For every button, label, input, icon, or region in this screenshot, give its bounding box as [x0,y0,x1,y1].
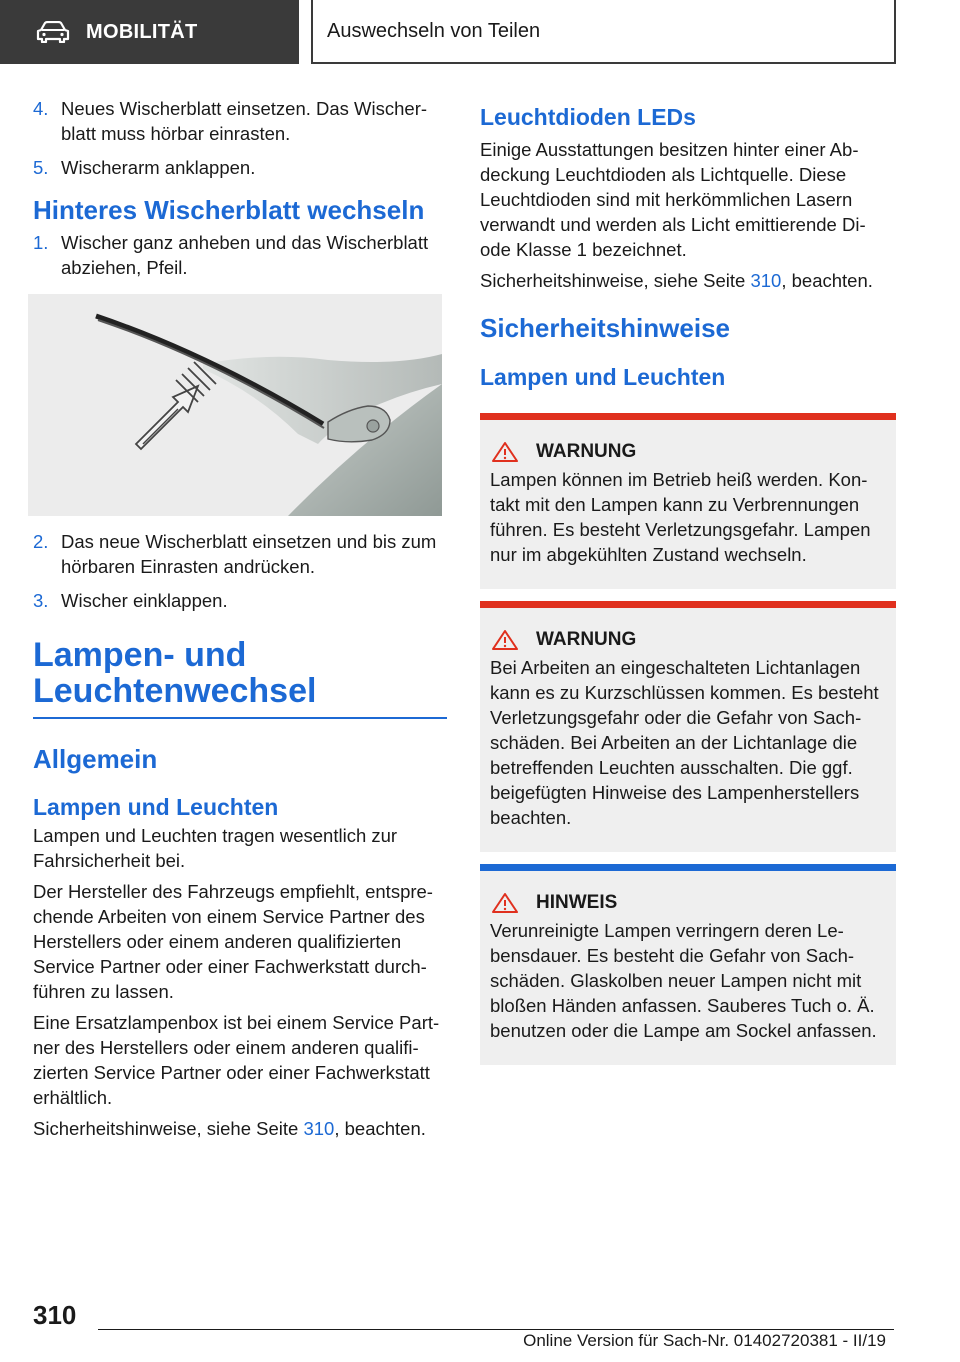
warning-box [480,413,896,589]
info-box [480,864,896,1065]
safety-text-end: , beachten. [781,270,873,291]
step-item [33,155,447,180]
chapter-heading: Lampen- und Leuchtenwechsel [33,636,317,710]
safety-reference [33,1116,447,1141]
warning-triangle-icon [491,892,519,914]
section-tab [0,0,299,64]
safety-heading: Sicherheitshinweise [480,313,730,343]
page-number: 310 [33,1300,77,1330]
chapter-title: Auswechseln von Teilen [327,19,541,42]
lamps-safety-subheading: Lampen und Leuchten [480,364,726,390]
step-number: 4. [33,98,49,119]
led-heading: Leuchtdioden LEDs [480,104,696,130]
section-label: MOBILITÄT [86,20,198,43]
step-text: Wischer einklappen. [61,590,228,611]
right-column [480,96,896,1065]
step-number: 1. [33,232,49,253]
paragraph: Einige Ausstattungen besitzen hinter einer Ab‐deckung Leuchtdioden als Lichtquelle. Diese Leuchtdioden sind mit herkömmlichen Lasern verwandt und werden als Licht emittierende Di‐ode Klasse 1 bezeichnet. [480,139,866,260]
step-item [33,588,447,613]
car-icon [36,21,70,43]
safety-text-end: , beachten. [334,1118,426,1139]
info-bar [480,864,896,871]
step-item [33,96,447,146]
paragraph: Eine Ersatzlampenbox ist bei einem Service Part‐ner des Herstellers oder einem anderen qualifi‐zierten Service Partner oder einer Fachwerkstatt erhältlich. [33,1012,440,1108]
step-item [33,230,447,280]
step-number: 3. [33,590,49,611]
warning-triangle-icon [491,441,519,463]
safety-text: Sicherheitshinweise, siehe Seite [480,270,751,291]
page-link[interactable]: 310 [303,1118,335,1139]
step-item [33,529,447,579]
warning-bar [480,601,896,608]
step-number: 2. [33,531,49,552]
step-text: Das neue Wischerblatt einsetzen und bis zum hörbaren Einrasten andrücken. [61,531,437,577]
warning-triangle-icon [491,629,519,651]
notice-label: HINWEIS [536,892,618,913]
general-heading: Allgemein [33,744,158,774]
safety-reference [480,268,896,293]
step-number: 5. [33,157,49,178]
notice-label: WARNUNG [536,441,637,462]
notice-header [490,420,886,467]
paragraph: Lampen und Leuchten tragen wesentlich zur Fahrsicherheit bei. [33,825,398,871]
step-list [33,529,447,613]
chapter-header [311,0,896,64]
wiper-illustration [28,294,442,516]
notice-text: Lampen können im Betrieb heiß werden. Kon‐takt mit den Lampen kann zu Verbrennungen führen. Es besteht Verletzungsgefahr. Lampen nur im abgekühlten Zustand wechseln. [490,469,871,565]
paragraph: Der Hersteller des Fahrzeugs empfiehlt, entspre‐chende Arbeiten von einem Service Partner des Herstellers oder einem anderen qualifizierten Service Partner oder einer Fachwerkstatt durch‐führen zu lassen. [33,881,433,1002]
notice-header [490,608,886,655]
step-text: Wischerarm anklappen. [61,157,256,178]
notice-header [490,871,886,918]
page-link[interactable]: 310 [750,270,782,291]
safety-text: Sicherheitshinweise, siehe Seite [33,1118,304,1139]
step-text: Wischer ganz anheben und das Wischerblatt abziehen, Pfeil. [61,232,429,278]
notice-label: WARNUNG [536,629,637,650]
step-text: Neues Wischerblatt einsetzen. Das Wischer‐blatt muss hörbar einrasten. [61,98,428,144]
lamps-subheading: Lampen und Leuchten [33,794,279,820]
warning-bar [480,413,896,420]
notice-text: Verunreinigte Lampen verringern deren Le‐bensdauer. Es besteht die Gefahr von Sach‐schäden. Glaskolben neuer Lampen nicht mit bloßen Händen anfassen. Sauberes Tuch o. Ä. benutzen oder die Lampe am Sockel anfassen. [490,920,877,1041]
left-column [33,96,447,1147]
warning-box [480,601,896,852]
rear-wiper-heading: Hinteres Wischerblatt wechseln [33,195,425,225]
step-list [33,96,447,180]
step-list [33,230,447,280]
online-version-note: Online Version für Sach-Nr. 01402720381 - II/19 [523,1331,886,1350]
heading-rule [33,717,447,719]
footer-rule [98,1329,894,1330]
notice-text: Bei Arbeiten an eingeschalteten Lichtanlagen kann es zu Kurzschlüssen kommen. Es besteht Verletzungsgefahr oder die Gefahr von Sach‐schäden. Bei Arbeiten an der Lichtanlage die betreffenden Leuchten ausschalten. Die ggf. beigefügten Hinweise des Lampenherstellers beachten. [490,657,879,828]
